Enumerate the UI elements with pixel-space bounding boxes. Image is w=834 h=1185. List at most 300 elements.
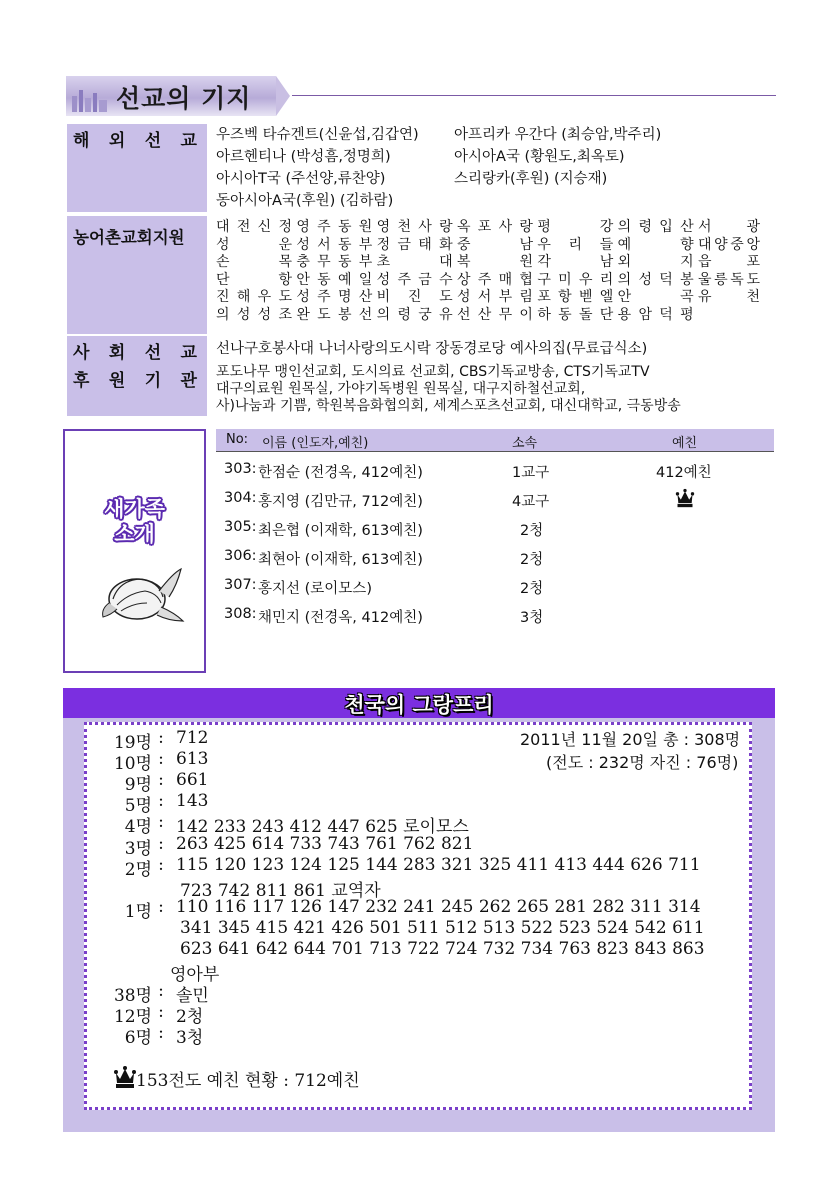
rural-church-char: 각 (537, 254, 551, 271)
rural-church-char: 도 (317, 306, 331, 323)
gp-values: 661 (176, 770, 209, 791)
rural-church-char: 의 (617, 271, 632, 288)
rural-church (457, 272, 533, 290)
rural-church-char: 예 (617, 236, 632, 253)
rural-church-char: 항 (278, 271, 292, 288)
rural-church-char: 대 (439, 254, 453, 271)
gp-values: 341 345 415 421 426 501 511 512 513 522 523 524 542 611 (180, 917, 705, 938)
overseas-label (73, 126, 197, 151)
rural-church (377, 237, 453, 255)
row-group: 2청 (520, 552, 544, 568)
rural-church-char: 리 (599, 271, 614, 288)
rural-church-char: 서 (477, 289, 492, 306)
rural-church-char: 복 (456, 254, 471, 271)
rural-church-char: 하 (537, 306, 551, 323)
row-no: 307: (224, 577, 257, 593)
rural-church (216, 289, 292, 307)
label-char: 선 (144, 131, 162, 151)
rural-church-char: 부 (358, 236, 373, 253)
rural-church-char: 강 (599, 219, 614, 235)
header-cell: 예친 (672, 436, 698, 451)
rural-church-char: 성 (638, 271, 652, 288)
rural-church-char: 신 (257, 219, 272, 235)
gp-values: 623 641 642 644 701 713 722 724 732 734 763 823 843 863 (180, 939, 705, 959)
rural-church-char: 동 (558, 306, 572, 323)
grand-prix-detail: (전도 : 232명 자진 : 76명) (546, 753, 739, 772)
rural-church-char: 원 (358, 219, 373, 235)
rural-row (216, 289, 760, 307)
rural-row (216, 219, 760, 237)
rural-church-char: 외 (617, 254, 632, 271)
gp-colon: : (158, 854, 164, 875)
rural-church (457, 219, 533, 237)
rural-church-char: 양 (714, 236, 728, 253)
overseas-mission-row (67, 124, 773, 212)
rural-church-char: 주 (317, 219, 331, 235)
rural-church-char: 중 (730, 236, 744, 253)
rural-church-char: 산 (477, 306, 492, 323)
rural-church-char: 동 (337, 219, 352, 235)
rural-church-char: 미 (558, 271, 572, 288)
rural-church-char: 성 (456, 289, 471, 306)
gp-values: 723 742 811 861 교역자 (180, 880, 381, 901)
overseas-item: 아시아T국 (주선양,류찬양) (216, 171, 386, 187)
gp-count-label: 2명 (124, 859, 152, 880)
rural-church-char: 부 (498, 289, 513, 306)
rural-church-char: 유 (439, 306, 453, 323)
gp-count-label: 3명 (124, 838, 152, 859)
rural-church-char: 대 (216, 219, 230, 235)
label-char: 원 (108, 371, 126, 391)
rural-church (618, 219, 694, 237)
rural-row (216, 237, 760, 255)
table-row (216, 519, 774, 547)
row-cell: 412예친 (656, 465, 712, 481)
rural-church (698, 237, 760, 255)
rural-church-char: 포 (746, 254, 760, 271)
rural-church-char: 향 (680, 236, 694, 253)
rural-church-char: 주 (397, 271, 411, 288)
rural-church-char: 읍 (697, 254, 712, 271)
rural-church-char: 들 (599, 236, 614, 253)
rural-church-char: 성 (376, 271, 391, 288)
rural-church-char: 리 (568, 236, 583, 253)
label-char: 회 (108, 343, 126, 363)
rural-church-char: 광 (746, 219, 760, 235)
rural-church-char: 벧 (578, 289, 593, 306)
rural-church-char: 금 (397, 236, 411, 253)
rural-church-char: 덕 (659, 271, 673, 288)
rural-church-char: 암 (638, 306, 652, 323)
gp-values: 영아부 (170, 965, 220, 986)
rural-church-char: 성 (236, 306, 251, 323)
rural-church-char: 진 (407, 289, 422, 306)
social-mission-row (67, 336, 773, 364)
row-group: 4교구 (512, 494, 550, 510)
overseas-line (216, 146, 773, 168)
label-char: 선 (144, 343, 162, 363)
rural-church (698, 219, 760, 237)
row-group: 2청 (520, 523, 544, 539)
rural-church (216, 219, 292, 237)
label-char: 후 (73, 371, 90, 391)
rural-church-char: 평 (680, 306, 694, 323)
header-group: 소속 (512, 436, 538, 451)
rural-church-char: 령 (397, 306, 411, 323)
rural-church (618, 289, 694, 307)
rural-label: 농어촌교회지원 (73, 228, 185, 247)
grand-prix-footer (114, 1065, 360, 1091)
rural-church-char: 우 (578, 271, 593, 288)
rural-church (537, 289, 613, 307)
sponsor-line: 포도나무 맹인선교회, 도시의료 선교회, CBS기독교방송, CTS기독교TV (216, 364, 650, 380)
social-mission-text: 선나구호봉사대 나너사랑의도시락 장동경로당 예사의집(무료급식소) (216, 341, 648, 357)
rural-church-char: 명 (337, 289, 352, 306)
rural-church-char: 성 (296, 236, 310, 253)
rural-church-char: 사 (498, 219, 513, 235)
sponsor-list (216, 364, 773, 415)
rural-church-char: 용 (617, 306, 632, 323)
row-name: 채민지 (전경옥, 412예친) (258, 610, 423, 626)
new-family-title (65, 497, 204, 547)
rural-church-char: 조 (278, 306, 292, 323)
rural-church-char: 화 (439, 236, 453, 253)
header-band (66, 76, 276, 116)
rural-church-char: 단 (599, 306, 614, 323)
sponsor-label-cell (67, 364, 207, 416)
rural-support-row (67, 216, 773, 334)
section-header (66, 76, 776, 116)
grand-prix-title: 천국의 그랑프리 (344, 693, 494, 717)
rural-church-char: 포 (477, 219, 492, 235)
gp-colon: : (158, 896, 164, 917)
rural-church-char: 천 (397, 219, 411, 235)
table-header (216, 429, 774, 452)
header-rule (292, 95, 776, 96)
shell-illustration (99, 563, 185, 625)
rural-church-char: 매 (498, 271, 513, 288)
rural-church-char: 선 (358, 306, 373, 323)
row-no: 308: (224, 606, 257, 622)
rural-church-char: 영 (296, 219, 310, 235)
rural-church-char: 옥 (456, 219, 471, 235)
gp-values: 110 116 117 126 147 232 241 245 262 265 281 282 311 314 (176, 896, 701, 917)
overseas-line (216, 168, 773, 190)
rural-church-char: 의 (617, 219, 632, 235)
rural-church-char: 평 (537, 219, 551, 235)
crown-icon (114, 1065, 136, 1089)
rural-church-char: 성 (296, 289, 310, 306)
overseas-item: 아시아A국 (황원도,최옥토) (454, 149, 625, 165)
rural-church-char: 천 (746, 289, 760, 306)
gp-colon: : (158, 1002, 164, 1023)
gp-colon: : (158, 791, 164, 812)
row-group: 2청 (520, 581, 544, 597)
rural-church-char: 유 (697, 289, 712, 306)
rural-church (698, 289, 760, 307)
rural-church (698, 254, 760, 272)
rural-church (377, 219, 453, 237)
sponsor-label (73, 366, 197, 391)
new-family-title-line2: 소개 (114, 522, 155, 546)
gp-count-label: 12명 (113, 1007, 152, 1028)
rural-church (296, 307, 372, 325)
rural-church-char: 남 (519, 236, 533, 253)
overseas-item: 동아시아A국(후원) (김하람) (216, 193, 394, 209)
rural-church (296, 219, 372, 237)
rural-church-char: 태 (418, 236, 432, 253)
rural-row (216, 307, 760, 325)
gp-count-label: 10명 (113, 754, 152, 775)
rural-church-char: 사 (418, 219, 432, 235)
row-name: 홍지영 (김만규, 712예친) (258, 494, 423, 510)
rural-church (377, 289, 453, 307)
rural-church-char: 무 (317, 254, 331, 271)
label-char: 기 (144, 371, 162, 391)
header-name: 이름 (인도자,예친) (262, 436, 369, 451)
row-no: 306: (224, 548, 257, 564)
rural-church-char: 산 (680, 219, 694, 235)
rural-church (618, 254, 694, 272)
gp-count-label: 9명 (124, 775, 152, 796)
rural-church-char: 성 (216, 236, 230, 253)
rural-church (296, 289, 372, 307)
rural-church-char: 초 (376, 254, 391, 271)
gp-count-label: 38명 (113, 986, 152, 1007)
rural-church-char: 포 (537, 289, 551, 306)
rural-church-char: 울 (697, 271, 712, 288)
rural-church (296, 272, 372, 290)
rural-church-char: 곡 (680, 289, 694, 306)
rural-church (618, 237, 694, 255)
rural-church-char: 주 (317, 289, 331, 306)
header-no: No: (226, 432, 249, 447)
rural-church-char: 금 (418, 271, 432, 288)
rural-church (216, 307, 292, 325)
grand-prix-header (63, 688, 775, 718)
label-char: 교 (180, 131, 197, 151)
label-char: 교 (180, 343, 197, 363)
gp-colon: : (158, 981, 164, 1002)
rural-church (216, 237, 292, 255)
overseas-item: 스리랑카(후원) (지승재) (454, 171, 608, 187)
overseas-list (216, 124, 773, 212)
rural-church (457, 254, 533, 272)
rural-church-char: 독 (730, 271, 744, 288)
sponsor-row (67, 364, 773, 416)
gp-colon: : (158, 1023, 164, 1044)
rural-church-char: 도 (746, 271, 760, 288)
rural-church-char: 영 (376, 219, 391, 235)
rural-church-char: 봉 (680, 271, 694, 288)
overseas-line (216, 124, 773, 146)
row-no: 303: (224, 461, 257, 477)
rural-church-char: 봉 (337, 306, 352, 323)
rural-church-grid (216, 219, 760, 325)
rural-church (377, 254, 453, 272)
crown-icon (675, 488, 695, 508)
rural-church-char: 서 (317, 236, 331, 253)
rural-church-char: 동 (317, 271, 331, 288)
rural-church-char: 수 (439, 271, 453, 288)
label-char: 외 (108, 131, 126, 151)
row-name: 한점순 (전경옥, 412예친) (258, 465, 423, 481)
gp-count-label: 1명 (124, 901, 152, 922)
rural-church-char: 정 (376, 236, 391, 253)
gp-values: 3청 (176, 1028, 204, 1049)
rural-church-char: 이 (519, 306, 533, 323)
rural-church-char: 완 (296, 306, 310, 323)
rural-church-char: 손 (216, 254, 230, 271)
rural-church-char: 선 (456, 306, 471, 323)
rural-church-char: 랑 (439, 219, 453, 235)
table-row (216, 577, 774, 605)
new-family-box (63, 429, 206, 673)
gp-colon: : (158, 728, 164, 748)
gp-count-label: 4명 (124, 817, 152, 838)
rural-church-char: 도 (439, 289, 453, 306)
rural-church-char: 단 (216, 271, 230, 288)
rural-church-char: 지 (680, 254, 694, 271)
rural-row (216, 272, 760, 290)
rural-church-char: 무 (498, 306, 513, 323)
rural-church-char: 예 (337, 271, 352, 288)
rural-church-char: 해 (236, 289, 251, 306)
new-family-title-line1: 새가족 (104, 497, 165, 521)
social-label-cell (67, 336, 207, 364)
gp-values: 솔민 (176, 986, 209, 1007)
overseas-item: 우즈벡 타슈겐트(신윤섭,김갑연) (216, 127, 419, 143)
rural-church (296, 254, 372, 272)
rural-church-char: 성 (257, 306, 272, 323)
rural-church-char: 돌 (578, 306, 593, 323)
rural-church (216, 272, 292, 290)
rural-church-char: 우 (257, 289, 272, 306)
rural-row (216, 254, 760, 272)
gp-values: 143 (176, 791, 209, 812)
rural-church-char: 우 (537, 236, 551, 253)
rural-church-char: 주 (477, 271, 492, 288)
grand-prix-date-total: 2011년 11월 20일 총 : 308명 (520, 730, 741, 749)
gp-count-label: 6명 (124, 1028, 152, 1049)
gp-values: 115 120 123 124 125 144 283 321 325 411 413 444 626 711 (176, 854, 701, 875)
rural-church-char: 입 (659, 219, 673, 235)
gp-count-label: 5명 (124, 796, 152, 817)
rural-church-char: 동 (337, 236, 352, 253)
table-row (216, 490, 774, 518)
rural-church-char: 령 (638, 219, 652, 235)
rural-church-char: 비 (376, 289, 391, 306)
gp-count-label: 19명 (113, 733, 152, 753)
rural-church (537, 307, 613, 325)
gp-colon: : (158, 833, 164, 854)
rural-church-char: 충 (296, 254, 310, 271)
rural-church-char: 진 (216, 289, 230, 306)
rural-church (377, 272, 453, 290)
gp-values: 2청 (176, 1007, 204, 1028)
gp-values: 263 425 614 733 743 761 762 821 (176, 833, 474, 854)
rural-church-char: 안 (617, 289, 632, 306)
rural-church-char: 남 (599, 254, 614, 271)
rural-church-char: 의 (216, 306, 230, 323)
rural-church-char: 안 (296, 271, 310, 288)
rural-church-char: 대 (697, 236, 712, 253)
row-group: 3청 (520, 610, 544, 626)
rural-church (618, 272, 694, 290)
label-char: 관 (180, 371, 197, 391)
gp-values: 142 233 243 412 447 625 로이모스 (176, 817, 469, 838)
rural-church (296, 237, 372, 255)
rural-church (216, 254, 292, 272)
rural-church-char: 산 (358, 289, 373, 306)
rural-church-char: 목 (278, 254, 292, 271)
rural-church (618, 307, 694, 325)
rural-church (698, 272, 760, 290)
city-skyline-icon (70, 86, 110, 112)
gp-colon: : (158, 770, 164, 791)
rural-church-char: 궁 (418, 306, 432, 323)
rural-church-char: 구 (537, 271, 551, 288)
rural-label-cell (67, 216, 207, 334)
row-group: 1교구 (512, 465, 550, 481)
sponsor-line: 대구의료원 원목실, 가야기독병원 원목실, 대구지하철선교회, (216, 381, 586, 397)
rural-church-char: 상 (456, 271, 471, 288)
rural-church (537, 219, 613, 237)
label-char: 사 (73, 343, 90, 363)
gp-colon: : (158, 812, 164, 833)
section-title: 선교의 기지 (116, 84, 252, 113)
rural-church-char: 협 (519, 271, 533, 288)
social-label (73, 338, 197, 363)
rural-church-char: 원 (519, 254, 533, 271)
row-name: 최현아 (이재학, 613예친) (258, 552, 423, 568)
grand-prix-footer-text: 153전도 예친 현황 : 712예친 (136, 1071, 360, 1091)
rural-church (457, 237, 533, 255)
label-char: 해 (73, 131, 90, 151)
row-no: 304: (224, 490, 257, 506)
rural-church-char: 엘 (599, 289, 614, 306)
rural-church-char: 의 (376, 306, 391, 323)
rural-church-char: 릉 (714, 271, 728, 288)
rural-church (457, 289, 533, 307)
rural-church (457, 307, 533, 325)
rural-church-char: 덕 (659, 306, 673, 323)
rural-church (698, 307, 760, 325)
rural-church (377, 307, 453, 325)
row-name: 최은협 (이재학, 613예친) (258, 523, 423, 539)
table-row (216, 606, 774, 634)
rural-church-char: 정 (278, 219, 292, 235)
overseas-line (216, 190, 773, 212)
row-name: 홍지선 (로이모스) (258, 581, 372, 597)
rural-church-char: 동 (337, 254, 352, 271)
overseas-item: 아르헨티나 (박성흠,정명희) (216, 149, 391, 165)
table-row (216, 548, 774, 576)
rural-church-char: 랑 (519, 219, 533, 235)
rural-church-char: 전 (236, 219, 251, 235)
rural-church-char: 앙 (746, 236, 760, 253)
rural-church-char: 중 (456, 236, 471, 253)
rural-church (537, 237, 613, 255)
rural-church-char: 부 (358, 254, 373, 271)
rural-church (537, 254, 613, 272)
rural-church (537, 272, 613, 290)
rural-church-char: 림 (519, 289, 533, 306)
gp-values: 613 (176, 749, 209, 770)
table-row (216, 461, 774, 489)
rural-church-char: 운 (278, 236, 292, 253)
rural-church-char: 일 (358, 271, 373, 288)
